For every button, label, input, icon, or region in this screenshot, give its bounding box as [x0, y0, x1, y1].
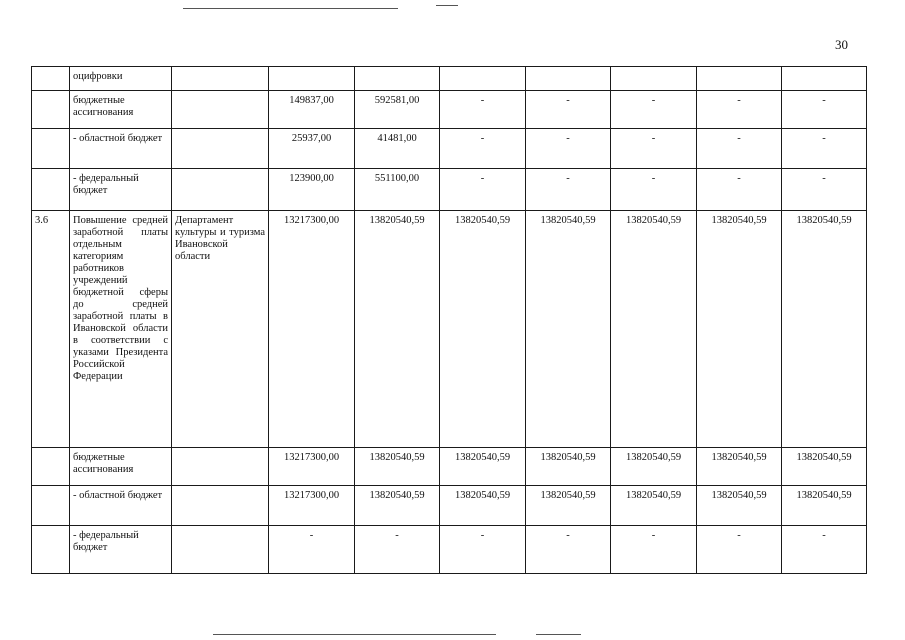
row-name-cell: бюджетные ассигнования — [70, 448, 172, 486]
value-cell-4 — [526, 67, 611, 91]
row-executor-cell — [172, 486, 269, 526]
value-cell-7: - — [782, 526, 867, 574]
value-cell-4: - — [526, 91, 611, 129]
value-cell-1: 13217300,00 — [269, 211, 355, 448]
value-cell-3: - — [440, 91, 526, 129]
value-cell-2: 41481,00 — [355, 129, 440, 169]
value-cell-1: 123900,00 — [269, 169, 355, 211]
value-cell-1: - — [269, 526, 355, 574]
value-cell-6: - — [697, 169, 782, 211]
value-cell-2: 13820540,59 — [355, 448, 440, 486]
row-name-cell: бюджетные ассигнования — [70, 91, 172, 129]
value-cell-2: 13820540,59 — [355, 211, 440, 448]
row-code-cell: 3.6 — [32, 211, 70, 448]
scan-artifact-top — [183, 8, 398, 9]
value-cell-2: - — [355, 526, 440, 574]
value-cell-6: - — [697, 526, 782, 574]
value-cell-2: 13820540,59 — [355, 486, 440, 526]
value-cell-7: - — [782, 169, 867, 211]
row-name-cell: - областной бюджет — [70, 486, 172, 526]
value-cell-5 — [611, 67, 697, 91]
table-row — [32, 448, 867, 486]
row-executor-cell — [172, 129, 269, 169]
value-cell-3: - — [440, 169, 526, 211]
value-cell-6: - — [697, 91, 782, 129]
value-cell-5: 13820540,59 — [611, 448, 697, 486]
scan-artifact-top-short — [436, 5, 458, 6]
value-cell-3: 13820540,59 — [440, 486, 526, 526]
row-executor-cell: Департамент культуры и туризма Ивановской области — [172, 211, 269, 448]
row-executor-cell — [172, 67, 269, 91]
table-row — [32, 91, 867, 129]
row-code-cell — [32, 169, 70, 211]
row-executor-cell — [172, 526, 269, 574]
value-cell-7 — [782, 67, 867, 91]
value-cell-3 — [440, 67, 526, 91]
row-name-cell: - федеральный бюджет — [70, 526, 172, 574]
value-cell-7: 13820540,59 — [782, 486, 867, 526]
value-cell-4: - — [526, 129, 611, 169]
value-cell-6: - — [697, 129, 782, 169]
value-cell-2: 551100,00 — [355, 169, 440, 211]
table-row — [32, 67, 867, 91]
value-cell-6: 13820540,59 — [697, 448, 782, 486]
row-name-cell: Повышение средней заработной платы отдельным категориям работников учреждений бюджетной сферы до средней заработной платы в Ивановской области в соответствии с указами Президента Российской Федерации — [70, 211, 172, 448]
table-row — [32, 486, 867, 526]
value-cell-5: - — [611, 129, 697, 169]
row-code-cell — [32, 129, 70, 169]
value-cell-7: 13820540,59 — [782, 211, 867, 448]
row-executor-cell — [172, 169, 269, 211]
table-row — [32, 129, 867, 169]
value-cell-6: 13820540,59 — [697, 486, 782, 526]
value-cell-1: 13217300,00 — [269, 448, 355, 486]
value-cell-3: 13820540,59 — [440, 211, 526, 448]
value-cell-2: 592581,00 — [355, 91, 440, 129]
value-cell-7: 13820540,59 — [782, 448, 867, 486]
page-number: 30 — [835, 37, 848, 52]
value-cell-1 — [269, 67, 355, 91]
value-cell-5: - — [611, 91, 697, 129]
value-cell-5: - — [611, 526, 697, 574]
table-row — [32, 526, 867, 574]
value-cell-3: - — [440, 526, 526, 574]
value-cell-4: 13820540,59 — [526, 211, 611, 448]
row-executor-cell — [172, 91, 269, 129]
value-cell-5: - — [611, 169, 697, 211]
value-cell-4: 13820540,59 — [526, 486, 611, 526]
row-name-cell: оцифровки — [70, 67, 172, 91]
value-cell-6 — [697, 67, 782, 91]
row-executor-cell — [172, 448, 269, 486]
value-cell-3: 13820540,59 — [440, 448, 526, 486]
value-cell-4: - — [526, 526, 611, 574]
table-row — [32, 169, 867, 211]
row-code-cell — [32, 486, 70, 526]
row-code-cell — [32, 67, 70, 91]
value-cell-5: 13820540,59 — [611, 486, 697, 526]
table-row — [32, 211, 867, 448]
scan-artifact-bottom-short — [536, 634, 581, 635]
scan-artifact-bottom — [213, 634, 496, 635]
value-cell-1: 149837,00 — [269, 91, 355, 129]
value-cell-3: - — [440, 129, 526, 169]
value-cell-7: - — [782, 129, 867, 169]
value-cell-4: - — [526, 169, 611, 211]
value-cell-2 — [355, 67, 440, 91]
value-cell-1: 13217300,00 — [269, 486, 355, 526]
value-cell-7: - — [782, 91, 867, 129]
row-name-cell: - федеральный бюджет — [70, 169, 172, 211]
row-code-cell — [32, 448, 70, 486]
budget-table — [31, 66, 867, 574]
row-code-cell — [32, 91, 70, 129]
row-code-cell — [32, 526, 70, 574]
value-cell-5: 13820540,59 — [611, 211, 697, 448]
row-name-cell: - областной бюджет — [70, 129, 172, 169]
value-cell-1: 25937,00 — [269, 129, 355, 169]
value-cell-4: 13820540,59 — [526, 448, 611, 486]
value-cell-6: 13820540,59 — [697, 211, 782, 448]
